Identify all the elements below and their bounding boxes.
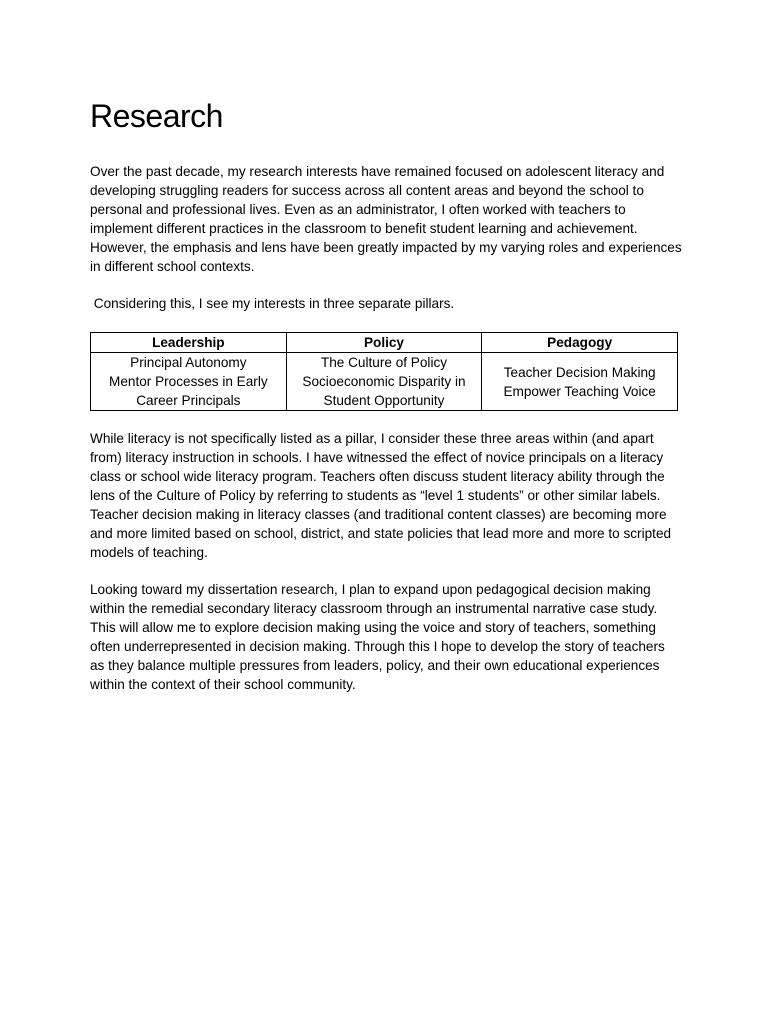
cell-line: Empower Teaching Voice: [503, 383, 656, 399]
policy-cell: [286, 353, 482, 411]
cell-line: Career Principals: [136, 393, 241, 408]
dissertation-paragraph: Looking toward my dissertation research, I plan to expand upon pedagogical decision making within the remedial secondary literacy classroom through an instrumental narrative case study. This will allow me to explore decision making using the voice and story of teachers, something often underrepresented in decision making. Through this I hope to develop the story of teachers as they balance multiple pressures from leaders, policy, and their own educational experiences within the context of their school community.: [90, 582, 665, 692]
header-pedagogy: Pedagogy: [482, 333, 678, 353]
cell-line: Teacher Decision Making: [503, 364, 656, 380]
cell-line: Socioeconomic Disparity in: [302, 374, 466, 389]
cell-line: Principal Autonomy: [130, 355, 247, 370]
header-leadership: Leadership: [91, 333, 287, 353]
cell-line: Student Opportunity: [323, 393, 445, 408]
table-row: [91, 353, 678, 411]
table-header-row: [91, 333, 678, 353]
pedagogy-cell: [482, 353, 678, 411]
header-policy: Policy: [286, 333, 482, 353]
pillars-table: [90, 332, 678, 411]
leadership-cell: [91, 353, 287, 411]
literacy-paragraph: While literacy is not specifically listed as a pillar, I consider these three areas within (and apart from) literacy instruction in schools. I have witnessed the effect of novice principals on a literacy class or school wide literacy program. Teachers often discuss student literacy ability through the lens of the Culture of Policy by referring to students as “level 1 students” or other similar labels. Teacher decision making in literacy classes (and traditional content classes) are becoming more and more limited based on school, district, and state policies that lead more and more to scripted models of teaching.: [90, 431, 672, 560]
intro-paragraph: Over the past decade, my research interests have remained focused on adolescent literacy and developing struggling readers for success across all content areas and beyond the school to personal and professional lives. Even as an administrator, I often worked with teachers to implement different practices in the classroom to benefit student learning and achievement. However, the emphasis and lens have been greatly impacted by my varying roles and experiences in different school contexts.: [90, 164, 682, 274]
pillars-intro: Considering this, I see my interests in three separate pillars.: [90, 296, 455, 311]
page-title: Research: [90, 98, 223, 134]
cell-line: The Culture of Policy: [320, 355, 448, 370]
cell-line: Mentor Processes in Early: [109, 374, 268, 389]
